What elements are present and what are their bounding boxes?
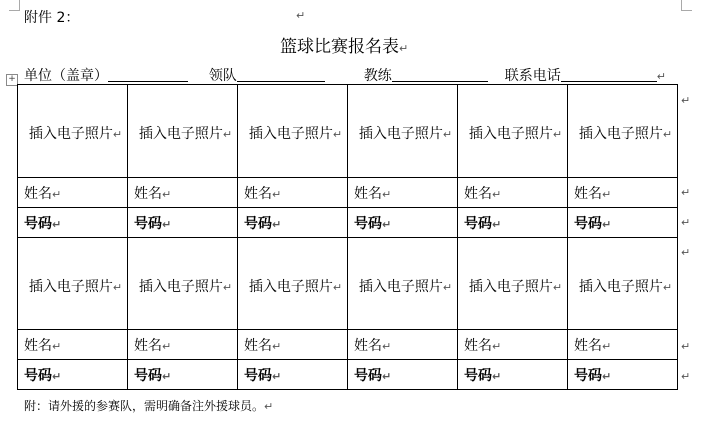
photo-cell[interactable]: 插入电子照片↵	[568, 85, 678, 178]
number-cell[interactable]: 号码↵	[128, 208, 238, 238]
unit-label: 单位（盖章）	[24, 68, 108, 84]
page-corner-mark	[681, 0, 692, 11]
table-move-handle-icon[interactable]: +	[6, 74, 18, 86]
photo-row	[18, 85, 678, 178]
row-end-mark: ↵	[681, 246, 691, 259]
number-cell[interactable]: 号码↵	[238, 208, 348, 238]
photo-cell[interactable]: 插入电子照片↵	[348, 85, 458, 178]
row-end-mark: ↵	[681, 186, 691, 199]
number-cell[interactable]: 号码↵	[348, 208, 458, 238]
registration-table	[17, 84, 678, 390]
name-cell[interactable]: 姓名↵	[568, 178, 678, 208]
number-cell[interactable]: 号码↵	[128, 360, 238, 390]
number-cell[interactable]: 号码↵	[568, 208, 678, 238]
number-cell[interactable]: 号码↵	[568, 360, 678, 390]
number-cell[interactable]: 号码↵	[18, 208, 128, 238]
coach-label: 教练	[363, 68, 392, 84]
page-title: 篮球比赛报名表↵	[280, 37, 409, 57]
number-cell[interactable]: 号码↵	[458, 208, 568, 238]
photo-cell[interactable]: 插入电子照片↵	[128, 238, 238, 330]
name-cell[interactable]: 姓名↵	[18, 178, 128, 208]
row-end-mark: ↵	[681, 216, 691, 229]
phone-label: 联系电话	[504, 68, 561, 84]
coach-blank[interactable]	[392, 67, 488, 82]
photo-cell[interactable]: 插入电子照片↵	[238, 85, 348, 178]
photo-cell[interactable]: 插入电子照片↵	[18, 85, 128, 178]
name-row	[18, 178, 678, 208]
team-info-row: 单位（盖章） 领队 教练 联系电话 ↵	[24, 68, 666, 84]
photo-cell[interactable]: 插入电子照片↵	[348, 238, 458, 330]
photo-cell[interactable]: 插入电子照片↵	[238, 238, 348, 330]
name-cell[interactable]: 姓名↵	[128, 330, 238, 360]
name-row	[18, 330, 678, 360]
paragraph-mark: ↵	[296, 9, 306, 22]
footnote: 附：请外援的参赛队，需明确备注外援球员。↵	[24, 399, 274, 413]
name-cell[interactable]: 姓名↵	[128, 178, 238, 208]
name-cell[interactable]: 姓名↵	[18, 330, 128, 360]
row-end-mark: ↵	[681, 94, 691, 107]
name-cell[interactable]: 姓名↵	[238, 178, 348, 208]
number-cell[interactable]: 号码↵	[18, 360, 128, 390]
page-corner-mark	[9, 0, 20, 11]
photo-cell[interactable]: 插入电子照片↵	[458, 85, 568, 178]
number-row	[18, 208, 678, 238]
number-cell[interactable]: 号码↵	[238, 360, 348, 390]
number-row	[18, 360, 678, 390]
photo-cell[interactable]: 插入电子照片↵	[128, 85, 238, 178]
number-cell[interactable]: 号码↵	[348, 360, 458, 390]
row-end-mark: ↵	[681, 340, 691, 353]
photo-row	[18, 238, 678, 330]
photo-cell[interactable]: 插入电子照片↵	[18, 238, 128, 330]
attachment-label: 附件 2：	[24, 10, 80, 26]
leader-blank[interactable]	[237, 67, 325, 82]
name-cell[interactable]: 姓名↵	[348, 330, 458, 360]
phone-blank[interactable]	[561, 67, 657, 82]
unit-blank[interactable]	[108, 67, 188, 82]
name-cell[interactable]: 姓名↵	[458, 178, 568, 208]
name-cell[interactable]: 姓名↵	[238, 330, 348, 360]
row-end-mark: ↵	[681, 370, 691, 383]
photo-cell[interactable]: 插入电子照片↵	[568, 238, 678, 330]
leader-label: 领队	[208, 68, 237, 84]
photo-cell[interactable]: 插入电子照片↵	[458, 238, 568, 330]
name-cell[interactable]: 姓名↵	[458, 330, 568, 360]
name-cell[interactable]: 姓名↵	[568, 330, 678, 360]
name-cell[interactable]: 姓名↵	[348, 178, 458, 208]
number-cell[interactable]: 号码↵	[458, 360, 568, 390]
